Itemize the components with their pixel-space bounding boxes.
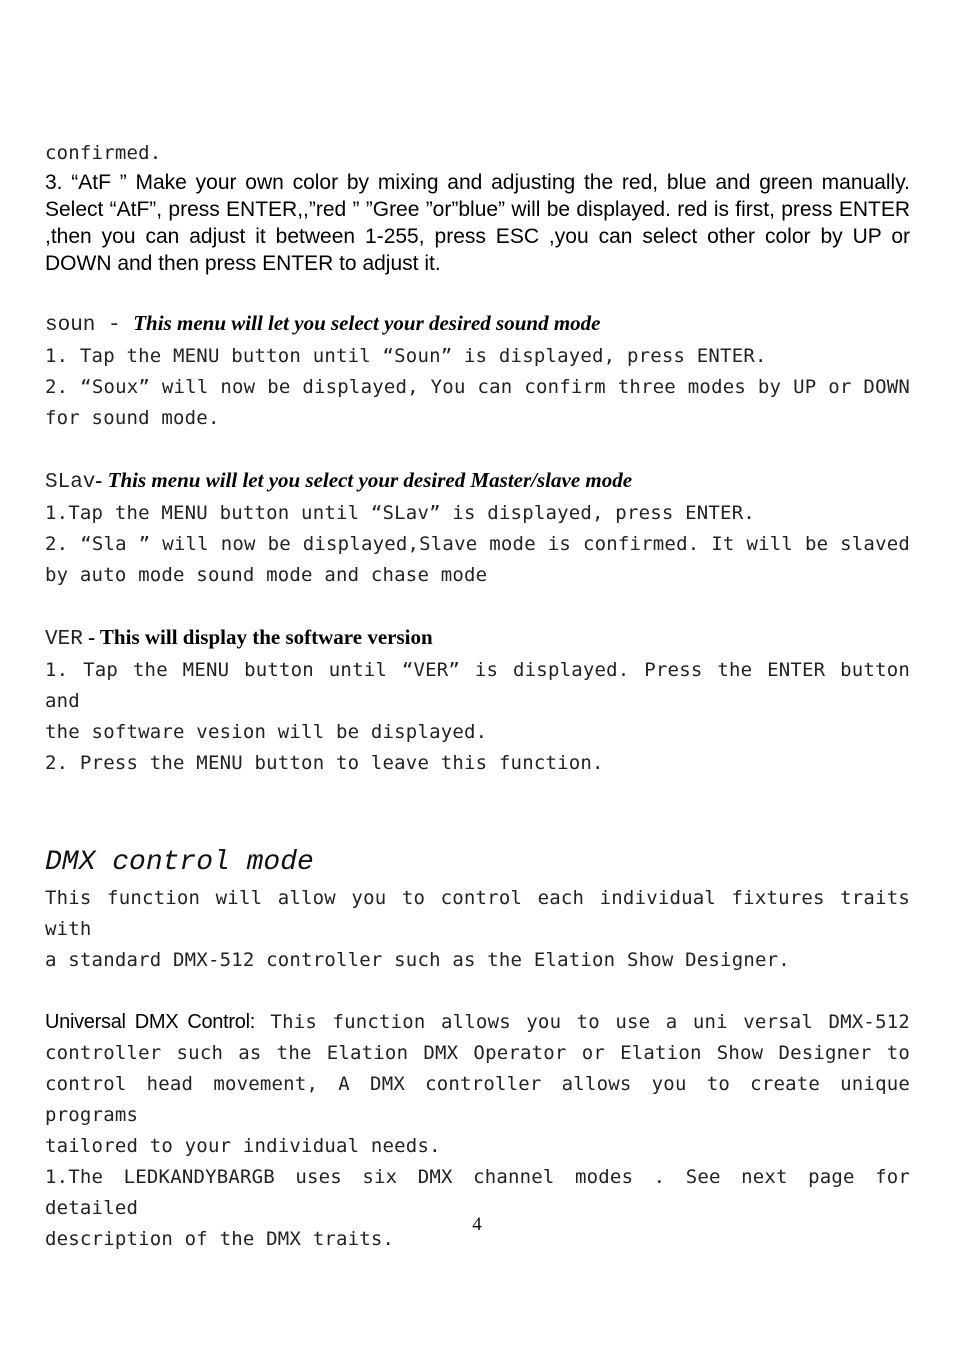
confirmed-text: confirmed. (45, 142, 162, 164)
soun-key: soun (45, 314, 96, 337)
ver-step-1-cont: the software vesion will be displayed. (45, 721, 488, 743)
slav-heading (45, 465, 910, 498)
dmx-channel-note-line-1: 1.The LEDKANDYBARGB uses six DMX channel modes . See next page for detailed (45, 1166, 910, 1219)
universal-dmx-line-2: controller such as the Elation DMX Operator or Elation Show Designer to (45, 1042, 910, 1064)
universal-dmx-line-3: control head movement, A DMX controller allows you to create unique programs (45, 1073, 910, 1126)
dmx-intro-line-2: a standard DMX-512 controller such as the Elation Show Designer. (45, 949, 790, 971)
universal-dmx-text-1: This function allows you to use a uni versal DMX-512 (254, 1011, 910, 1033)
soun-step-1: 1. Tap the MENU button until “Soun” is displayed, press ENTER. (45, 345, 767, 367)
slav-step-2: 2. “Sla ” will now be displayed,Slave mode is confirmed. It will be slaved (45, 533, 910, 555)
slav-description: - This menu will let you select your desired Master/slave mode (95, 468, 633, 492)
ver-heading (45, 622, 910, 655)
universal-dmx-label: Universal DMX Control: (45, 1011, 255, 1033)
soun-sep: - (95, 314, 134, 337)
page-content (45, 138, 910, 1255)
slav-step-2-cont: by auto mode sound mode and chase mode (45, 564, 488, 586)
page-number: 4 (472, 1214, 482, 1235)
soun-heading (45, 308, 910, 341)
soun-description: This menu will let you select your desired sound mode (133, 311, 601, 335)
dmx-intro-line-1: This function will allow you to control each individual fixtures traits with (45, 887, 910, 940)
ver-key: VER (45, 628, 83, 651)
soun-step-2: 2. “Soux” will now be displayed, You can confirm three modes by UP or DOWN (45, 376, 910, 398)
soun-step-2-cont: for sound mode. (45, 407, 220, 429)
universal-dmx-line-1 (45, 1007, 910, 1038)
ver-step-2: 2. Press the MENU button to leave this function. (45, 752, 604, 774)
atf-paragraph: 3. “AtF ” Make your own color by mixing and adjusting the red, blue and green manually. Select “AtF”, press ENTER,,”red ” ”Gree ”or”blue” will be displayed. red is first, press ENTER ,then you can adjust it between 1-255, press ESC ,you can select other color by UP or DOWN and then press ENTER to adjust it. (45, 171, 910, 275)
dmx-section-title: DMX control mode (45, 847, 314, 878)
ver-description: - This will display the software version (82, 625, 433, 649)
slav-key: SLav (45, 471, 96, 494)
slav-step-1: 1.Tap the MENU button until “SLav” is displayed, press ENTER. (45, 502, 755, 524)
dmx-channel-note-line-2: description of the DMX traits. (45, 1228, 395, 1250)
ver-step-1: 1. Tap the MENU button until “VER” is displayed. Press the ENTER button and (45, 659, 910, 712)
universal-dmx-line-4: tailored to your individual needs. (45, 1135, 441, 1157)
